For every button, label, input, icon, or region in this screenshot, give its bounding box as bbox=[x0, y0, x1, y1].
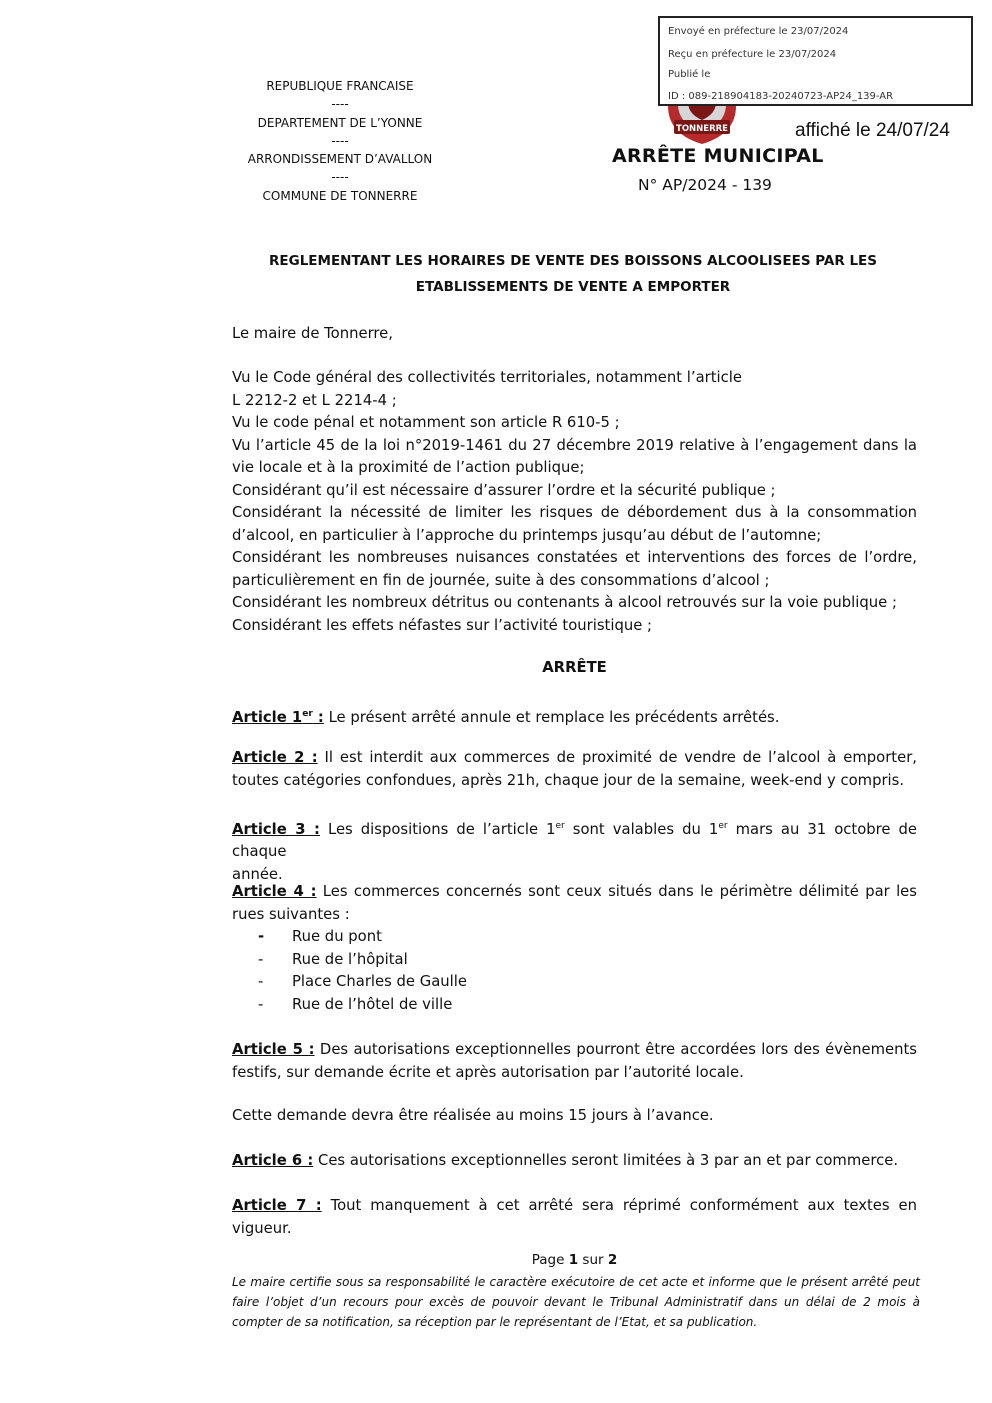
considerations bbox=[232, 367, 917, 637]
consideration-line: vie locale et à la proximité de l’action publique; bbox=[232, 459, 585, 476]
header-separator: ---- bbox=[331, 97, 349, 112]
article-3: Article 3 : Les dispositions de l’article 1er sont valables du 1er mars au 31 octobre de chaque année. bbox=[232, 815, 917, 886]
article-1-text: Le présent arrêté annule et remplace les précédents arrêtés. bbox=[323, 708, 780, 726]
header-separator: ---- bbox=[331, 170, 349, 185]
article-4-label: Article 4 : bbox=[232, 883, 317, 900]
list-item: - Rue de l’hôpital bbox=[258, 950, 408, 968]
article-7-text: Tout manquement à cet arrêté sera réprimé conformément aux textes en bbox=[321, 1197, 917, 1214]
document-number: N° AP/2024 - 139 bbox=[638, 176, 772, 194]
administrative-header bbox=[222, 77, 458, 205]
footer-line: faire l’objet d’un recours pour excès de pouvoir devant le Tribunal Administratif dans un délai de 2 mois à bbox=[232, 1295, 920, 1309]
subject-line: ETABLISSEMENTS DE VENTE A EMPORTER bbox=[415, 279, 731, 295]
stamp-received: Reçu en préfecture le 23/07/2024 bbox=[668, 49, 837, 60]
article-5-text: festifs, sur demande écrite et après autorisation par l’autorité locale. bbox=[232, 1063, 744, 1081]
header-commune: COMMUNE DE TONNERRE bbox=[262, 188, 418, 203]
consideration-line: Vu le code pénal et notamment son article R 610-5 ; bbox=[232, 414, 620, 431]
article-4 bbox=[232, 881, 917, 926]
footer-line: compter de sa notification, sa réception par le représentant de l’Etat, et sa publication. bbox=[232, 1315, 758, 1329]
article-6-label: Article 6 : bbox=[232, 1152, 314, 1169]
legal-footer bbox=[232, 1272, 920, 1332]
article-2-text: toutes catégories confondues, après 21h, chaque jour de la semaine, week-end y compris. bbox=[232, 771, 905, 789]
stamp-sent: Envoyé en préfecture le 23/07/2024 bbox=[668, 26, 849, 37]
header-republic: REPUBLIQUE FRANCAISE bbox=[266, 79, 414, 93]
article-1-label: Article 1er : bbox=[232, 708, 324, 726]
article-7-text: vigueur. bbox=[232, 1219, 292, 1237]
article-6 bbox=[232, 1150, 917, 1173]
article-2-label: Article 2 : bbox=[232, 749, 318, 766]
posted-date: affiché le 24/07/24 bbox=[795, 120, 950, 141]
consideration-line: Considérant qu’il est nécessaire d’assurer l’ordre et la sécurité publique ; bbox=[232, 481, 776, 499]
decree-heading: ARRÊTE bbox=[542, 659, 607, 676]
article-7 bbox=[232, 1195, 917, 1240]
header-separator: ---- bbox=[331, 133, 349, 148]
article-2-text: Il est interdit aux commerces de proximité de vendre de l’alcool à emporter, bbox=[317, 749, 917, 766]
header-arrondissement: ARRONDISSEMENT D’AVALLON bbox=[247, 152, 433, 167]
list-item: - Rue de l’hôtel de ville bbox=[258, 995, 453, 1013]
consideration-line: Considérant les nombreux détritus ou contenants à alcool retrouvés sur la voie publique ; bbox=[232, 594, 897, 611]
consideration-line: d’alcool, en particulier à l’approche du printemps jusqu’au début de l’automne; bbox=[232, 526, 822, 544]
article-5-label: Article 5 : bbox=[232, 1041, 315, 1058]
consideration-line: particulièrement en fin de journée, suite à des consommations d’alcool ; bbox=[232, 571, 770, 589]
consideration-line: L 2212-2 et L 2214-4 ; bbox=[232, 391, 397, 409]
consideration-line: Considérant la nécessité de limiter les risques de débordement dus à la consommation bbox=[232, 504, 917, 521]
article-7-label: Article 7 : bbox=[232, 1197, 322, 1214]
list-item: - Place Charles de Gaulle bbox=[258, 973, 467, 990]
prefecture-stamp bbox=[658, 16, 973, 106]
consideration-line: Vu le Code général des collectivités territoriales, notamment l’article bbox=[232, 369, 743, 386]
article-5 bbox=[232, 1039, 917, 1084]
street-list bbox=[258, 926, 467, 1016]
intro-text: Le maire de Tonnerre, bbox=[232, 325, 393, 342]
subject-line: REGLEMENTANT LES HORAIRES DE VENTE DES BOISSONS ALCOOLISEES PAR LES bbox=[269, 253, 877, 269]
stamp-id: ID : 089-218904183-20240723-AP24_139-AR bbox=[668, 91, 894, 102]
footer-line: Le maire certifie sous sa responsabilité le caractère exécutoire de cet acte et informe que le présent arrêté peut bbox=[232, 1275, 920, 1289]
article-5-note: Cette demande devra être réalisée au moins 15 jours à l’avance. bbox=[232, 1107, 714, 1124]
article-5-text: Des autorisations exceptionnelles pourront être accordées lors des évènements bbox=[314, 1041, 917, 1058]
article-1 bbox=[232, 703, 917, 729]
article-4-text: Les commerces concernés sont ceux situés dans le périmètre délimité par les bbox=[316, 883, 917, 900]
list-item: - Rue du pont bbox=[258, 928, 382, 945]
document-subject bbox=[230, 248, 916, 300]
stamp-published: Publié le bbox=[668, 69, 711, 80]
consideration-line: Considérant les nombreuses nuisances constatées et interventions des forces de l’ordre, bbox=[232, 549, 917, 566]
page-number: Page 1 sur 2 bbox=[531, 1252, 618, 1268]
article-3-text: année. bbox=[232, 865, 283, 883]
intro bbox=[232, 323, 917, 346]
consideration-line: Considérant les effets néfastes sur l’activité touristique ; bbox=[232, 616, 653, 634]
header-department: DEPARTEMENT DE L’YONNE bbox=[257, 115, 423, 130]
article-2 bbox=[232, 747, 917, 792]
document-title: ARRÊTE MUNICIPAL bbox=[612, 145, 824, 167]
article-6-text: Ces autorisations exceptionnelles seront limitées à 3 par an et par commerce. bbox=[313, 1152, 899, 1169]
article-4-text: rues suivantes : bbox=[232, 905, 350, 923]
article-3-label: Article 3 : bbox=[232, 820, 320, 838]
logo-text: TONNERRE bbox=[676, 124, 728, 134]
consideration-line: Vu l’article 45 de la loi n°2019-1461 du 27 décembre 2019 relative à l’engagement dans la bbox=[232, 436, 917, 454]
